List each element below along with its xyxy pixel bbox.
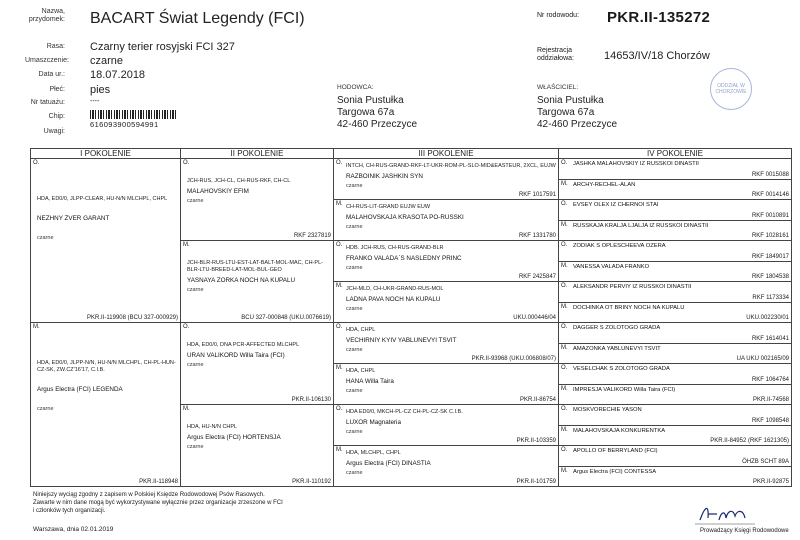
breeder-address: Sonia Pustułka Targowa 67a 42-460 Przeczyce: [337, 95, 418, 130]
breeder-label: HODOWCA:: [337, 84, 374, 91]
sex-marker: M.: [561, 426, 568, 433]
reg-cell: RKF 1098548: [751, 417, 789, 424]
gen4-cell: [559, 343, 792, 364]
dog-name-cell: YASNAYA ZORKA NOCH NA KUPALU: [187, 277, 296, 284]
reg-cell: RKF 0010891: [751, 212, 789, 219]
sex-marker: O.: [33, 160, 40, 166]
gen4-cell: [559, 466, 792, 487]
reg-cell: RKF 2327819: [293, 233, 331, 239]
sex-marker: O.: [561, 324, 568, 330]
reg-cell: PKR.II-106130: [291, 397, 331, 403]
reg-cell: PKR.II-86754: [519, 397, 556, 403]
pedigree-row: [31, 323, 792, 344]
color-cell: czarne: [346, 306, 363, 312]
gen3-cell: [334, 282, 559, 323]
gen4-cell: [559, 241, 792, 262]
reg-cell: RKF 1849017: [751, 253, 789, 260]
pedigree-row: [31, 159, 792, 180]
sex-marker: M.: [336, 283, 343, 289]
gen3-cell: [334, 323, 559, 364]
dog-name-cell: URAN VALIKORD Willa Taira (FCI): [187, 352, 285, 359]
gen4-cell: [559, 200, 792, 221]
reg-cell: UKU.002230/01: [746, 315, 789, 321]
notes-label: Uwagi:: [43, 128, 65, 135]
gen1-cell: [31, 323, 181, 487]
reg-cell: BCU 327-000848 (UKU.0076619): [241, 315, 331, 321]
dog-name-cell: Argus Electra (FCI) CONTESSA: [573, 468, 657, 475]
signature-caption: Prowadzący Księgi Rodowodowe: [700, 528, 789, 534]
titles: HDA, ED0/0, JLPP-N/N, HU-N/N MLCHPL, CH-PL-HUN-CZ-SK, ZW.CZ'16'17, C.I.B.: [37, 360, 176, 373]
gen1-cell: [31, 159, 181, 323]
sex-marker: M.: [336, 365, 343, 371]
sex-marker: O.: [336, 160, 343, 166]
dog-name: BACART Świat Legendy (FCI): [90, 10, 305, 27]
reg-cell: RKF 1017591: [518, 192, 556, 198]
gen3-cell: [334, 446, 559, 487]
gen3-cell: [334, 405, 559, 446]
birth-value: 18.07.2018: [90, 69, 146, 81]
color-cell: czarne: [346, 183, 363, 189]
gen4-cell: [559, 220, 792, 241]
dog-name-cell: DAGGER S ZOLOTOGO GRADA: [573, 325, 661, 331]
reg-cell: PKR.II-92875: [752, 479, 789, 485]
reg-cell: RKF 0015088: [751, 171, 789, 178]
dog-name-cell: LUXOR Magnateria: [346, 419, 401, 426]
header-gen4: IV POKOLENIE: [559, 149, 792, 159]
reg-cell: RKF 1028161: [751, 233, 789, 239]
dog-name-cell: VECHIRNIY KYIV YABLUNEVYI TSVIT: [346, 337, 457, 344]
dog-name-cell: Argus Electra (FCI) LEGENDA: [37, 386, 123, 393]
reg-cell: PKR.II-103359: [516, 438, 556, 444]
dog-name-cell: HANA Willa Taira: [346, 378, 394, 385]
header-gen1: I POKOLENIE: [31, 149, 181, 159]
reg-cell: ÖHZB SCHT 89A: [742, 458, 789, 465]
owner-label: WŁAŚCICIEL:: [537, 84, 579, 91]
registration-value: 14653/IV/18 Chorzów: [604, 50, 710, 62]
sex-marker: O.: [336, 406, 343, 412]
sex-marker: M.: [561, 385, 568, 392]
signature: [695, 500, 755, 526]
reg-cell: RKF 1331780: [518, 233, 556, 239]
sex-marker: M.: [183, 406, 190, 412]
titles: HDA ED0/0, MKCH-PL-CZ CH-PL-CZ-SK C.I.B.: [346, 409, 463, 415]
reg-cell: PKR.II-110192: [292, 479, 331, 485]
color-cell: czarne: [346, 470, 363, 476]
reg-cell: UA UKU 002165/09: [736, 356, 789, 362]
sex-marker: M.: [561, 467, 568, 474]
color-cell: czarne: [346, 347, 363, 353]
reg-cell: PKR.II-101759: [516, 479, 556, 485]
breed-value: Czarny terier rosyjski FCI 327: [90, 41, 235, 53]
titles: HDB. JCH-RUS, CH-RUS-GRAND-BLR: [346, 245, 444, 251]
titles: HDA, ED0/0, JLPP-CLEAR, HU-N/N MLCHPL, CHPL: [37, 196, 168, 202]
sex-marker: M.: [561, 344, 568, 351]
gen4-cell: [559, 425, 792, 446]
color-cell: czarne: [346, 388, 363, 394]
reg-cell: RKF 2425847: [518, 274, 556, 280]
sex-marker: O.: [561, 201, 568, 207]
dog-name-cell: MALAHOVSKAJA KRASOTA PO-RUSSKI: [346, 214, 464, 221]
gen2-cell: [181, 405, 334, 487]
gen2-cell: [181, 323, 334, 405]
dog-name-cell: AMAZONKA YABLUNEVYI TSVIT: [573, 345, 661, 352]
gen4-cell: [559, 364, 792, 385]
dog-name-cell: EVSEY OLEX IZ CHERNOI STAI: [573, 202, 659, 208]
reg-number: PKR.II-135272: [607, 9, 711, 26]
titles: HDA, CHPL: [346, 327, 376, 333]
sex-marker: M.: [336, 201, 343, 207]
color-cell: czarne: [187, 198, 204, 204]
dog-name-cell: LADNA PAVA NOCH NA KUPALU: [346, 296, 441, 303]
reg-cell: PKR.II-74568: [752, 397, 789, 403]
reg-cell: PKR.II-118948: [139, 479, 178, 485]
color-cell: czarne: [346, 265, 363, 271]
dog-name-cell: IMPRESJA VALIKORD Willa Taira (FCI): [573, 386, 676, 393]
dog-name-cell: ALEKSANDR PERVIY IZ RUSSKOI DINASTII: [573, 284, 692, 290]
titles: JCH-BLR-RUS-LTU-EST-LAT-BALT-MOL-MAC, CH-PL-BLR-LTU-BREED-LAT-MOL-BUL-GEO: [187, 260, 323, 273]
gen4-cell: [559, 302, 792, 323]
sex-marker: M.: [561, 221, 568, 228]
sex-marker: M.: [561, 180, 568, 187]
sex-marker: M.: [561, 262, 568, 269]
color-cell: czarne: [346, 224, 363, 230]
sex-marker: O.: [561, 406, 568, 412]
color-cell: czarne: [187, 287, 204, 293]
reg-cell: RKF 1064764: [751, 376, 789, 383]
sex-marker: O.: [561, 242, 568, 248]
titles: HDA, CHPL: [346, 368, 376, 374]
place-date: Warszawa, dnia 02.01.2019: [33, 526, 114, 533]
pedigree-table: [30, 148, 792, 487]
name-label: Nazwa, przydomek:: [28, 8, 65, 23]
titles: CH-RUS-LIT-GRAND EUJW EUW: [346, 204, 431, 210]
reg-cell: PKR.II-119908 (BCU 327-000929): [87, 315, 178, 321]
gen2-cell: [181, 241, 334, 323]
sex-value: pies: [90, 84, 111, 96]
reg-cell: RKF 1173334: [752, 294, 789, 301]
sex-marker: M.: [183, 242, 190, 248]
gen4-cell: [559, 446, 792, 467]
owner-address: Sonia Pustułka Targowa 67a 42-460 Przeczyce: [537, 95, 618, 130]
reg-cell: PKR.II-84952 (RKF 1621305): [710, 438, 789, 444]
header-gen2: II POKOLENIE: [181, 149, 334, 159]
sex-marker: O.: [336, 242, 343, 248]
dog-name-cell: VANESSA VALADA FRANKO: [573, 263, 650, 270]
dog-name-cell: ARCHY-RECHEL-ALAN: [573, 181, 636, 188]
gen4-cell: [559, 323, 792, 344]
reg-cell: RKF 1614041: [751, 335, 789, 342]
birth-label: Data ur.:: [38, 71, 65, 78]
gen4-cell: [559, 384, 792, 405]
dog-name-cell: Argus Electra (FCI) DINASTIA: [346, 460, 431, 467]
titles: JCH-MLD, CH-UKR-GRAND-RUS-MOL: [346, 286, 444, 292]
gen3-cell: [334, 241, 559, 282]
dog-name-cell: DOCHINKA OT BRINY NOCH NA KUPALU: [573, 304, 685, 311]
tattoo-label: Nr tatuażu:: [30, 99, 65, 106]
dog-name-cell: APOLLO OF BERRYLAND (FCI): [573, 448, 658, 454]
reg-cell: UKU.000446/04: [513, 315, 556, 321]
reg-cell: RKF 0014146: [751, 192, 789, 198]
sex-marker: O.: [183, 324, 190, 330]
gen4-cell: [559, 159, 792, 180]
color-cell: czarne: [37, 406, 54, 412]
gen4-cell: [559, 282, 792, 303]
sex-marker: O.: [561, 447, 568, 453]
breed-label: Rasa:: [46, 43, 65, 50]
dog-name-cell: JASHKA MALAHOVSKIY IZ RUSSKOI DINASTII: [573, 161, 699, 167]
gen3-cell: [334, 159, 559, 200]
dog-name-cell: Argus Electra (FCI) HORTENSJA: [187, 434, 281, 441]
reg-no-label: Nr rodowodu:: [537, 12, 580, 19]
gen3-cell: [334, 364, 559, 405]
reg-cell: PKR.II-93968 (UKU.006808/07): [471, 356, 556, 362]
dog-name-cell: RAZBOINIK JASHKIN SYN: [346, 173, 423, 180]
titles: INTCH, CH-RUS-GRAND-RKF-LT-UKR-ROM-PL-SLO-MID&EASTEUR, 2XCL, EUJW: [346, 163, 556, 169]
dog-name-cell: MOSKVORECHIE YASON: [573, 407, 642, 413]
tattoo-value: ----: [90, 98, 100, 105]
dog-name-cell: VESELCHAK S ZOLOTOGO GRADA: [573, 366, 670, 372]
sex-marker: O.: [336, 324, 343, 330]
color-value: czarne: [90, 55, 124, 67]
gen4-cell: [559, 405, 792, 426]
titles: JCH-RUS, JCH-CL, CH-RUS-RKF, CH-CL: [187, 178, 291, 184]
titles: HDA, ED0/0, DNA PCR-AFFECTED MLCHPL: [187, 342, 300, 348]
sex-marker: O.: [561, 160, 568, 166]
dog-name-cell: NEZHNY ZVER GARANT: [37, 215, 110, 222]
gen4-cell: [559, 179, 792, 200]
sex-marker: O.: [183, 160, 190, 166]
gen4-cell: [559, 261, 792, 282]
dog-name-cell: RUSSKAJA KRALJA LJALJA IZ RUSSKOI DINASTII: [573, 222, 709, 229]
reg-cell: RKF 1804538: [751, 274, 789, 280]
header-gen3: III POKOLENIE: [334, 149, 559, 159]
gen3-cell: [334, 200, 559, 241]
titles: HDA, MLCHPL, CHPL: [346, 450, 401, 456]
dog-name-cell: MALAHOVSKIY EFIM: [187, 188, 249, 195]
color-cell: czarne: [37, 235, 54, 241]
color-cell: czarne: [346, 429, 363, 435]
gen2-cell: [181, 159, 334, 241]
sex-marker: M.: [33, 324, 40, 330]
sex-marker: O.: [561, 365, 568, 371]
sex-marker: M.: [336, 447, 343, 453]
chip-value: 616093900594991: [90, 120, 159, 129]
dog-name-cell: MALAHOVSKAJA KONKURENTKA: [573, 427, 666, 434]
dog-name-cell: ZODIAK S OPLESCHEEVA OZERA: [573, 243, 666, 249]
sex-marker: M.: [561, 303, 568, 310]
registration-label: Rejestracja oddziałowa:: [537, 47, 574, 62]
dog-name-cell: FRANKO VALADA`S NASLEDNY PRINC: [346, 255, 462, 262]
titles: HDA, HU-N/N CHPL: [187, 424, 238, 430]
sex-marker: O.: [561, 283, 568, 289]
color-cell: czarne: [187, 362, 204, 368]
chip-barcode: [90, 110, 178, 119]
color-label: Umaszczenie:: [25, 57, 69, 64]
sex-label: Płeć:: [49, 86, 65, 93]
office-stamp: ODDZIAŁ W CHORZOWIE: [710, 68, 752, 110]
chip-label: Chip:: [48, 113, 65, 120]
footer-note: Niniejszy wyciąg zgodny z zapisem w Polskiej Księdze Rodowodowej Psów Rasowych. Zawarte w nim dane mogą być wykorzystywane wyłącznie przez organizacje zrzeszone w FCI i członków tych organizacji.: [33, 492, 283, 514]
color-cell: czarne: [187, 444, 204, 450]
